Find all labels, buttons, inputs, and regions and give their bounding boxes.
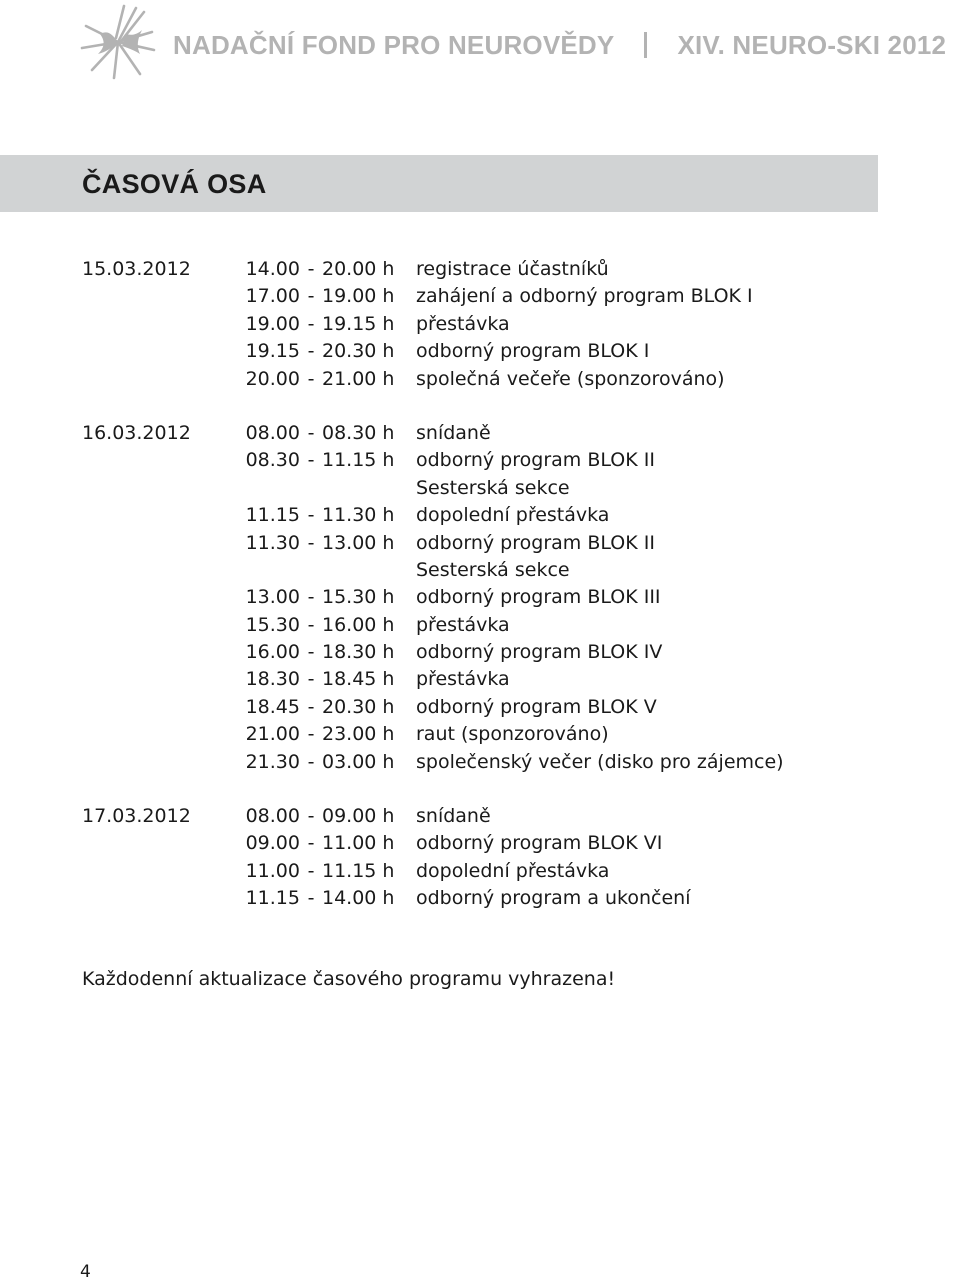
time-from — [220, 557, 300, 584]
schedule-row — [82, 721, 882, 748]
neuron-star-icon — [78, 4, 158, 80]
schedule-row — [82, 803, 882, 830]
schedule-description: přestávka — [416, 613, 510, 636]
schedule-row — [82, 666, 882, 693]
schedule-row — [82, 749, 882, 776]
column-gap — [394, 612, 416, 639]
org-name: NADAČNÍ FOND PRO NEUROVĚDY — [173, 30, 615, 60]
time-dash: - — [307, 859, 315, 882]
schedule-time — [220, 830, 394, 857]
schedule-row — [82, 557, 882, 584]
schedule-day — [82, 256, 882, 393]
time-from: 11.00 — [245, 859, 300, 882]
time-to: 11.30 h — [322, 504, 395, 527]
time-to: 14.00 h — [322, 887, 395, 910]
column-gap — [394, 420, 416, 447]
page-number: 4 — [80, 1262, 91, 1282]
schedule-row — [82, 420, 882, 447]
schedule-date — [82, 639, 220, 666]
time-to: 13.00 h — [322, 531, 395, 554]
event-name: XIV. NEURO-SKI 2012 — [677, 30, 947, 60]
column-gap — [394, 366, 416, 393]
schedule-date — [82, 885, 220, 912]
column-gap — [394, 584, 416, 611]
schedule-description: odborný program BLOK V — [416, 695, 657, 718]
schedule-time — [220, 557, 394, 584]
time-from: 15.30 — [245, 613, 300, 636]
time-from: 21.00 — [245, 723, 300, 746]
schedule-time — [220, 721, 394, 748]
schedule-date — [82, 447, 220, 474]
time-dash: - — [307, 805, 315, 828]
schedule-date — [82, 666, 220, 693]
time-dash: - — [307, 504, 315, 527]
column-gap — [394, 749, 416, 776]
time-dash: - — [307, 531, 315, 554]
schedule-row — [82, 311, 882, 338]
schedule-time — [220, 311, 394, 338]
schedule-description: registrace účastníků — [416, 258, 609, 280]
schedule-date — [82, 338, 220, 365]
schedule-time — [220, 502, 394, 529]
time-to: 15.30 h — [322, 586, 395, 609]
time-from: 14.00 — [245, 258, 300, 280]
title-band — [0, 155, 878, 212]
time-dash: - — [307, 449, 315, 472]
time-from: 21.30 — [245, 750, 300, 773]
schedule-description: zahájení a odborný program BLOK I — [416, 285, 753, 308]
schedule-time — [220, 885, 394, 912]
time-dash: - — [307, 285, 315, 308]
column-gap — [394, 885, 416, 912]
time-from: 11.30 — [245, 531, 300, 554]
header-title — [173, 30, 946, 61]
column-gap — [394, 557, 416, 584]
schedule-date — [82, 694, 220, 721]
column-gap — [394, 256, 416, 283]
schedule-date: 17.03.2012 — [82, 805, 191, 828]
time-dash: - — [307, 340, 315, 363]
schedule-row — [82, 283, 882, 310]
schedule-description: Sesterská sekce — [416, 476, 570, 499]
schedule-description: snídaně — [416, 421, 491, 444]
time-dash: - — [307, 668, 315, 691]
schedule — [82, 256, 882, 940]
column-gap — [394, 447, 416, 474]
time-dash — [300, 475, 322, 502]
time-dash: - — [307, 723, 315, 746]
time-from: 19.00 — [245, 312, 300, 335]
schedule-date: 15.03.2012 — [82, 258, 191, 280]
column-gap — [394, 666, 416, 693]
time-to — [322, 475, 394, 502]
time-from: 18.30 — [245, 668, 300, 691]
schedule-time — [220, 447, 394, 474]
schedule-description: odborný program BLOK VI — [416, 832, 663, 855]
schedule-date — [82, 283, 220, 310]
time-from — [220, 475, 300, 502]
time-to: 16.00 h — [322, 613, 395, 636]
time-dash: - — [307, 695, 315, 718]
schedule-date — [82, 584, 220, 611]
schedule-description: dopolední přestávka — [416, 859, 610, 882]
schedule-row — [82, 366, 882, 393]
time-to: 19.15 h — [322, 312, 395, 335]
column-gap — [394, 803, 416, 830]
schedule-row — [82, 858, 882, 885]
schedule-date — [82, 858, 220, 885]
schedule-row — [82, 830, 882, 857]
time-from: 13.00 — [245, 586, 300, 609]
page-title: ČASOVÁ OSA — [82, 169, 267, 199]
time-to: 03.00 h — [322, 750, 395, 773]
column-gap — [394, 338, 416, 365]
schedule-note: Každodenní aktualizace časového programu vyhrazena! — [82, 968, 616, 990]
schedule-time — [220, 584, 394, 611]
schedule-row — [82, 502, 882, 529]
time-to: 18.45 h — [322, 668, 395, 691]
time-from: 20.00 — [245, 367, 300, 390]
time-from: 11.15 — [245, 887, 300, 910]
time-dash: - — [307, 367, 315, 390]
time-dash: - — [307, 832, 315, 855]
column-gap — [394, 694, 416, 721]
schedule-time — [220, 666, 394, 693]
column-gap — [394, 283, 416, 310]
time-to: 08.30 h — [322, 421, 395, 444]
schedule-day — [82, 803, 882, 913]
time-from: 11.15 — [245, 504, 300, 527]
time-dash: - — [307, 258, 315, 280]
schedule-description: raut (sponzorováno) — [416, 723, 609, 746]
time-dash — [300, 557, 322, 584]
schedule-row — [82, 885, 882, 912]
time-dash: - — [307, 421, 315, 444]
schedule-description: společenský večer (disko pro zájemce) — [416, 750, 784, 773]
time-dash: - — [307, 750, 315, 773]
time-to: 19.00 h — [322, 285, 395, 308]
schedule-time — [220, 639, 394, 666]
time-from: 16.00 — [245, 641, 300, 664]
schedule-date — [82, 530, 220, 557]
schedule-row — [82, 584, 882, 611]
schedule-date — [82, 721, 220, 748]
schedule-row — [82, 447, 882, 474]
schedule-description: společná večeře (sponzorováno) — [416, 367, 725, 390]
schedule-description: přestávka — [416, 668, 510, 691]
schedule-row — [82, 475, 882, 502]
schedule-description: odborný program BLOK II — [416, 531, 655, 554]
schedule-row — [82, 612, 882, 639]
page-header — [78, 0, 947, 90]
schedule-row — [82, 530, 882, 557]
schedule-date — [82, 830, 220, 857]
schedule-description: přestávka — [416, 312, 510, 335]
schedule-time — [220, 475, 394, 502]
schedule-date — [82, 502, 220, 529]
schedule-time — [220, 338, 394, 365]
time-to: 11.00 h — [322, 832, 395, 855]
time-to: 21.00 h — [322, 367, 395, 390]
time-from: 18.45 — [245, 695, 300, 718]
schedule-date — [82, 749, 220, 776]
time-from: 08.00 — [245, 421, 300, 444]
time-to: 18.30 h — [322, 641, 395, 664]
schedule-description: snídaně — [416, 805, 491, 828]
schedule-time — [220, 694, 394, 721]
schedule-description: odborný program BLOK III — [416, 586, 661, 609]
schedule-date — [82, 366, 220, 393]
header-divider — [644, 32, 647, 58]
column-gap — [394, 530, 416, 557]
schedule-time — [220, 283, 394, 310]
schedule-time — [220, 256, 394, 283]
schedule-row — [82, 639, 882, 666]
time-to: 11.15 h — [322, 859, 395, 882]
time-from: 08.30 — [245, 449, 300, 472]
time-to: 09.00 h — [322, 805, 395, 828]
schedule-description: odborný program BLOK I — [416, 340, 650, 363]
time-dash: - — [307, 312, 315, 335]
time-dash: - — [307, 586, 315, 609]
schedule-time — [220, 420, 394, 447]
schedule-row — [82, 694, 882, 721]
schedule-description: odborný program BLOK IV — [416, 641, 663, 664]
time-from: 09.00 — [245, 832, 300, 855]
schedule-day — [82, 420, 882, 776]
schedule-time — [220, 749, 394, 776]
time-to: 20.30 h — [322, 695, 395, 718]
time-to — [322, 557, 394, 584]
schedule-description: odborný program BLOK II — [416, 449, 655, 472]
time-from: 08.00 — [245, 805, 300, 828]
schedule-description: dopolední přestávka — [416, 504, 610, 527]
column-gap — [394, 830, 416, 857]
time-dash: - — [307, 613, 315, 636]
schedule-date — [82, 557, 220, 584]
column-gap — [394, 502, 416, 529]
schedule-date — [82, 612, 220, 639]
column-gap — [394, 475, 416, 502]
column-gap — [394, 858, 416, 885]
schedule-time — [220, 803, 394, 830]
schedule-time — [220, 366, 394, 393]
time-from: 17.00 — [245, 285, 300, 308]
column-gap — [394, 639, 416, 666]
schedule-description: Sesterská sekce — [416, 558, 570, 581]
time-from: 19.15 — [245, 340, 300, 363]
time-to: 20.30 h — [322, 340, 395, 363]
schedule-date — [82, 475, 220, 502]
schedule-time — [220, 858, 394, 885]
schedule-description: odborný program a ukončení — [416, 887, 691, 910]
time-dash: - — [307, 641, 315, 664]
time-to: 11.15 h — [322, 449, 395, 472]
time-dash: - — [307, 887, 315, 910]
schedule-date — [82, 311, 220, 338]
schedule-date: 16.03.2012 — [82, 421, 191, 444]
column-gap — [394, 721, 416, 748]
schedule-row — [82, 256, 882, 283]
time-to: 20.00 h — [322, 258, 395, 280]
schedule-row — [82, 338, 882, 365]
schedule-time — [220, 530, 394, 557]
schedule-time — [220, 612, 394, 639]
column-gap — [394, 311, 416, 338]
time-to: 23.00 h — [322, 723, 395, 746]
